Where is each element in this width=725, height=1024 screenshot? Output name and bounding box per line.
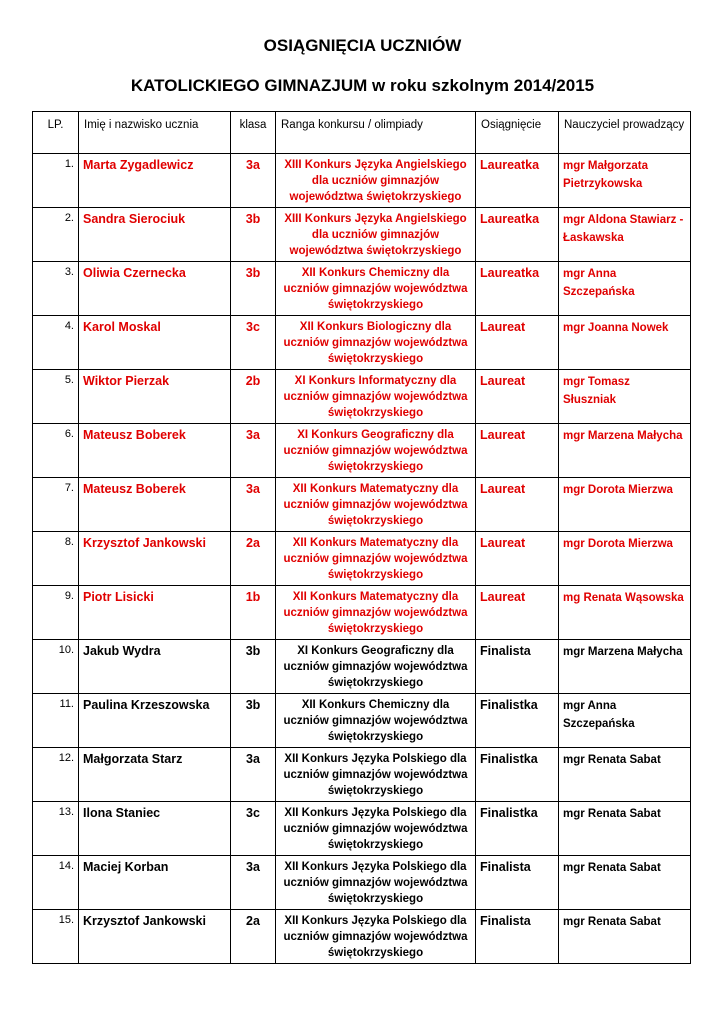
header-name: Imię i nazwisko ucznia: [79, 112, 231, 154]
table-header-row: [33, 112, 691, 154]
row-lp-cell: [33, 424, 79, 478]
teacher-name: mgr Aldona Stawiarz - Łaskawska: [563, 214, 684, 244]
competition-name: XI Konkurs Informatyczny dla uczniów gimnazjów województwa świętokrzyskiego: [283, 375, 468, 419]
student-class: 2a: [246, 536, 260, 550]
teacher-name: mgr Joanna Nowek: [563, 322, 669, 334]
student-name: Paulina Krzeszowska: [83, 698, 210, 712]
student-name-cell: [79, 370, 231, 424]
achievement: Laureat: [480, 590, 526, 604]
achievement-cell: [476, 802, 559, 856]
student-name: Ilona Staniec: [83, 806, 161, 820]
row-lp: 7.: [64, 482, 74, 494]
competition-name: XIII Konkurs Języka Angielskiego dla uczniów gimnazjów województwa świętokrzyskiego: [284, 213, 467, 257]
table-row: [33, 640, 691, 694]
competition-name-cell: [276, 910, 476, 964]
achievement: Laureatka: [480, 212, 540, 226]
student-class: 3a: [246, 158, 260, 172]
teacher-name: mgr Renata Sabat: [563, 754, 661, 766]
student-class: 2b: [245, 374, 261, 388]
student-name: Karol Moskal: [83, 320, 161, 334]
row-lp: 14.: [58, 860, 74, 872]
row-lp-cell: [33, 262, 79, 316]
teacher-name-cell: [559, 262, 691, 316]
achievement: Laureat: [480, 482, 526, 496]
student-name-cell: [79, 856, 231, 910]
student-class: 3c: [246, 806, 260, 820]
table-row: [33, 262, 691, 316]
teacher-name: mgr Anna Szczepańska: [563, 700, 635, 730]
student-name: Wiktor Pierzak: [83, 374, 170, 388]
teacher-name: mgr Dorota Mierzwa: [563, 538, 673, 550]
row-lp-cell: [33, 154, 79, 208]
teacher-name: mgr Tomasz Słuszniak: [563, 376, 630, 406]
teacher-name-cell: [559, 802, 691, 856]
student-class-cell: [231, 478, 276, 532]
student-class-cell: [231, 694, 276, 748]
header-konkurs: Ranga konkursu / olimpiady: [276, 112, 476, 154]
achievement: Laureatka: [480, 158, 540, 172]
achievement-cell: [476, 856, 559, 910]
row-lp-cell: [33, 802, 79, 856]
competition-name-cell: [276, 424, 476, 478]
competition-name-cell: [276, 802, 476, 856]
student-class: 3a: [246, 482, 260, 496]
teacher-name-cell: [559, 694, 691, 748]
achievement-cell: [476, 424, 559, 478]
achievement-cell: [476, 910, 559, 964]
achievement: Laureat: [480, 536, 526, 550]
achievement-cell: [476, 532, 559, 586]
row-lp-cell: [33, 208, 79, 262]
page-title: OSIĄGNIĘCIA UCZNIÓW: [263, 36, 462, 55]
teacher-name-cell: [559, 424, 691, 478]
competition-name: XII Konkurs Języka Polskiego dla uczniów gimnazjów województwa świętokrzyskiego: [283, 861, 468, 905]
achievement-cell: [476, 478, 559, 532]
row-lp: 15.: [58, 914, 74, 926]
competition-name: XI Konkurs Geograficzny dla uczniów gimnazjów województwa świętokrzyskiego: [283, 429, 468, 473]
table-row: [33, 586, 691, 640]
achievement: Laureat: [480, 374, 526, 388]
table-row: [33, 802, 691, 856]
row-lp-cell: [33, 640, 79, 694]
competition-name-cell: [276, 532, 476, 586]
achievement-cell: [476, 640, 559, 694]
achievement: Laureat: [480, 320, 526, 334]
achievement: Finalista: [480, 914, 531, 928]
student-name-cell: [79, 208, 231, 262]
student-class-cell: [231, 802, 276, 856]
competition-name: XIII Konkurs Języka Angielskiego dla uczniów gimnazjów województwa świętokrzyskiego: [284, 159, 467, 203]
student-name: Krzysztof Jankowski: [83, 914, 206, 928]
table-row: [33, 532, 691, 586]
row-lp: 4.: [64, 320, 74, 332]
competition-name-cell: [276, 316, 476, 370]
competition-name-cell: [276, 154, 476, 208]
table-row: [33, 370, 691, 424]
achievement: Finalista: [480, 644, 531, 658]
student-name: Mateusz Boberek: [83, 482, 186, 496]
achievement-cell: [476, 316, 559, 370]
student-name-cell: [79, 532, 231, 586]
student-class-cell: [231, 154, 276, 208]
header-lp: LP.: [33, 112, 79, 154]
achievement-cell: [476, 370, 559, 424]
student-name: Jakub Wydra: [83, 644, 161, 658]
achievement-cell: [476, 586, 559, 640]
student-class: 1b: [245, 590, 261, 604]
row-lp: 9.: [64, 590, 74, 602]
student-class: 3b: [245, 212, 261, 226]
student-name: Marta Zygadlewicz: [83, 158, 194, 172]
student-class-cell: [231, 370, 276, 424]
competition-name: XII Konkurs Języka Polskiego dla uczniów gimnazjów województwa świętokrzyskiego: [283, 753, 468, 797]
achievement: Finalistka: [480, 698, 538, 712]
competition-name: XII Konkurs Chemiczny dla uczniów gimnazjów województwa świętokrzyskiego: [283, 267, 468, 311]
achievement-cell: [476, 154, 559, 208]
student-class-cell: [231, 640, 276, 694]
row-lp: 1.: [64, 158, 74, 170]
table-row: [33, 910, 691, 964]
student-name-cell: [79, 802, 231, 856]
competition-name-cell: [276, 694, 476, 748]
student-name-cell: [79, 910, 231, 964]
student-class: 3a: [246, 752, 260, 766]
student-name: Oliwia Czernecka: [83, 266, 186, 280]
achievement: Laureatka: [480, 266, 540, 280]
student-name: Małgorzata Starz: [83, 752, 183, 766]
table-row: [33, 856, 691, 910]
teacher-name-cell: [559, 208, 691, 262]
table-row: [33, 694, 691, 748]
row-lp-cell: [33, 856, 79, 910]
student-class-cell: [231, 208, 276, 262]
student-name-cell: [79, 640, 231, 694]
student-name: Maciej Korban: [83, 860, 169, 874]
row-lp-cell: [33, 694, 79, 748]
competition-name: XII Konkurs Języka Polskiego dla uczniów gimnazjów województwa świętokrzyskiego: [283, 915, 468, 959]
row-lp-cell: [33, 586, 79, 640]
teacher-name-cell: [559, 748, 691, 802]
student-class: 3c: [246, 320, 260, 334]
competition-name-cell: [276, 856, 476, 910]
table-row: [33, 424, 691, 478]
teacher-name-cell: [559, 640, 691, 694]
competition-name-cell: [276, 478, 476, 532]
student-class: 3a: [246, 860, 260, 874]
student-class-cell: [231, 748, 276, 802]
student-class-cell: [231, 424, 276, 478]
competition-name: XII Konkurs Biologiczny dla uczniów gimnazjów województwa świętokrzyskiego: [283, 321, 468, 365]
student-class: 3b: [245, 698, 261, 712]
student-class-cell: [231, 910, 276, 964]
competition-name: XII Konkurs Chemiczny dla uczniów gimnazjów województwa świętokrzyskiego: [283, 699, 468, 743]
row-lp-cell: [33, 748, 79, 802]
competition-name-cell: [276, 640, 476, 694]
table-row: [33, 154, 691, 208]
student-name-cell: [79, 478, 231, 532]
teacher-name: mgr Renata Sabat: [563, 862, 661, 874]
teacher-name-cell: [559, 586, 691, 640]
student-name: Sandra Sierociuk: [83, 212, 186, 226]
teacher-name: mgr Marzena Małycha: [563, 646, 683, 658]
teacher-name-cell: [559, 154, 691, 208]
teacher-name: mgr Renata Sabat: [563, 808, 661, 820]
teacher-name-cell: [559, 856, 691, 910]
student-name-cell: [79, 586, 231, 640]
teacher-name: mgr Dorota Mierzwa: [563, 484, 673, 496]
teacher-name-cell: [559, 910, 691, 964]
competition-name-cell: [276, 262, 476, 316]
row-lp: 11.: [59, 698, 74, 710]
student-name: Krzysztof Jankowski: [83, 536, 206, 550]
student-name-cell: [79, 154, 231, 208]
competition-name-cell: [276, 370, 476, 424]
achievements-table: [32, 111, 691, 964]
student-class-cell: [231, 532, 276, 586]
row-lp: 6.: [64, 428, 74, 440]
achievement-cell: [476, 748, 559, 802]
student-name-cell: [79, 262, 231, 316]
teacher-name: mgr Renata Sabat: [563, 916, 661, 928]
teacher-name: mgr Anna Szczepańska: [563, 268, 635, 298]
competition-name-cell: [276, 208, 476, 262]
student-class-cell: [231, 586, 276, 640]
table-row: [33, 316, 691, 370]
table-row: [33, 208, 691, 262]
row-lp-cell: [33, 910, 79, 964]
competition-name: XII Konkurs Języka Polskiego dla uczniów gimnazjów województwa świętokrzyskiego: [283, 807, 468, 851]
row-lp: 8.: [64, 536, 74, 548]
row-lp: 13.: [58, 806, 74, 818]
achievement: Finalista: [480, 860, 531, 874]
row-lp-cell: [33, 370, 79, 424]
teacher-name: mg Renata Wąsowska: [563, 592, 684, 604]
competition-name: XII Konkurs Matematyczny dla uczniów gimnazjów województwa świętokrzyskiego: [283, 483, 468, 527]
achievement: Laureat: [480, 428, 526, 442]
header-nauczyciel: Nauczyciel prowadzący: [559, 112, 691, 154]
achievement: Finalistka: [480, 806, 538, 820]
row-lp-cell: [33, 316, 79, 370]
student-name-cell: [79, 316, 231, 370]
teacher-name: mgr Marzena Małycha: [563, 430, 683, 442]
student-name-cell: [79, 694, 231, 748]
row-lp: 12.: [58, 752, 74, 764]
teacher-name-cell: [559, 478, 691, 532]
student-class: 3b: [245, 266, 261, 280]
row-lp: 10.: [58, 644, 74, 656]
competition-name-cell: [276, 748, 476, 802]
table-body: [33, 154, 691, 964]
row-lp: 2.: [64, 212, 74, 224]
table-row: [33, 748, 691, 802]
achievement: Finalistka: [480, 752, 538, 766]
student-class: 2a: [246, 914, 260, 928]
student-name: Mateusz Boberek: [83, 428, 186, 442]
student-class-cell: [231, 316, 276, 370]
competition-name: XII Konkurs Matematyczny dla uczniów gimnazjów województwa świętokrzyskiego: [283, 591, 468, 635]
header-osiagniecie: Osiągnięcie: [476, 112, 559, 154]
page-subtitle: KATOLICKIEGO GIMNAZJUM w roku szkolnym 2014/2015: [130, 76, 595, 95]
row-lp-cell: [33, 478, 79, 532]
student-class-cell: [231, 262, 276, 316]
row-lp: 5.: [64, 374, 74, 386]
student-class-cell: [231, 856, 276, 910]
teacher-name-cell: [559, 316, 691, 370]
competition-name: XII Konkurs Matematyczny dla uczniów gimnazjów województwa świętokrzyskiego: [283, 537, 468, 581]
competition-name: XI Konkurs Geograficzny dla uczniów gimnazjów województwa świętokrzyskiego: [283, 645, 468, 689]
achievement-cell: [476, 262, 559, 316]
achievement-cell: [476, 208, 559, 262]
student-class: 3a: [246, 428, 260, 442]
student-name-cell: [79, 748, 231, 802]
table-row: [33, 478, 691, 532]
teacher-name-cell: [559, 532, 691, 586]
row-lp-cell: [33, 532, 79, 586]
header-klasa: klasa: [231, 112, 276, 154]
competition-name-cell: [276, 586, 476, 640]
student-name-cell: [79, 424, 231, 478]
student-name: Piotr Lisicki: [83, 590, 154, 604]
teacher-name: mgr Małgorzata Pietrzykowska: [563, 160, 648, 190]
teacher-name-cell: [559, 370, 691, 424]
achievement-cell: [476, 694, 559, 748]
row-lp: 3.: [64, 266, 74, 278]
student-class: 3b: [245, 644, 261, 658]
